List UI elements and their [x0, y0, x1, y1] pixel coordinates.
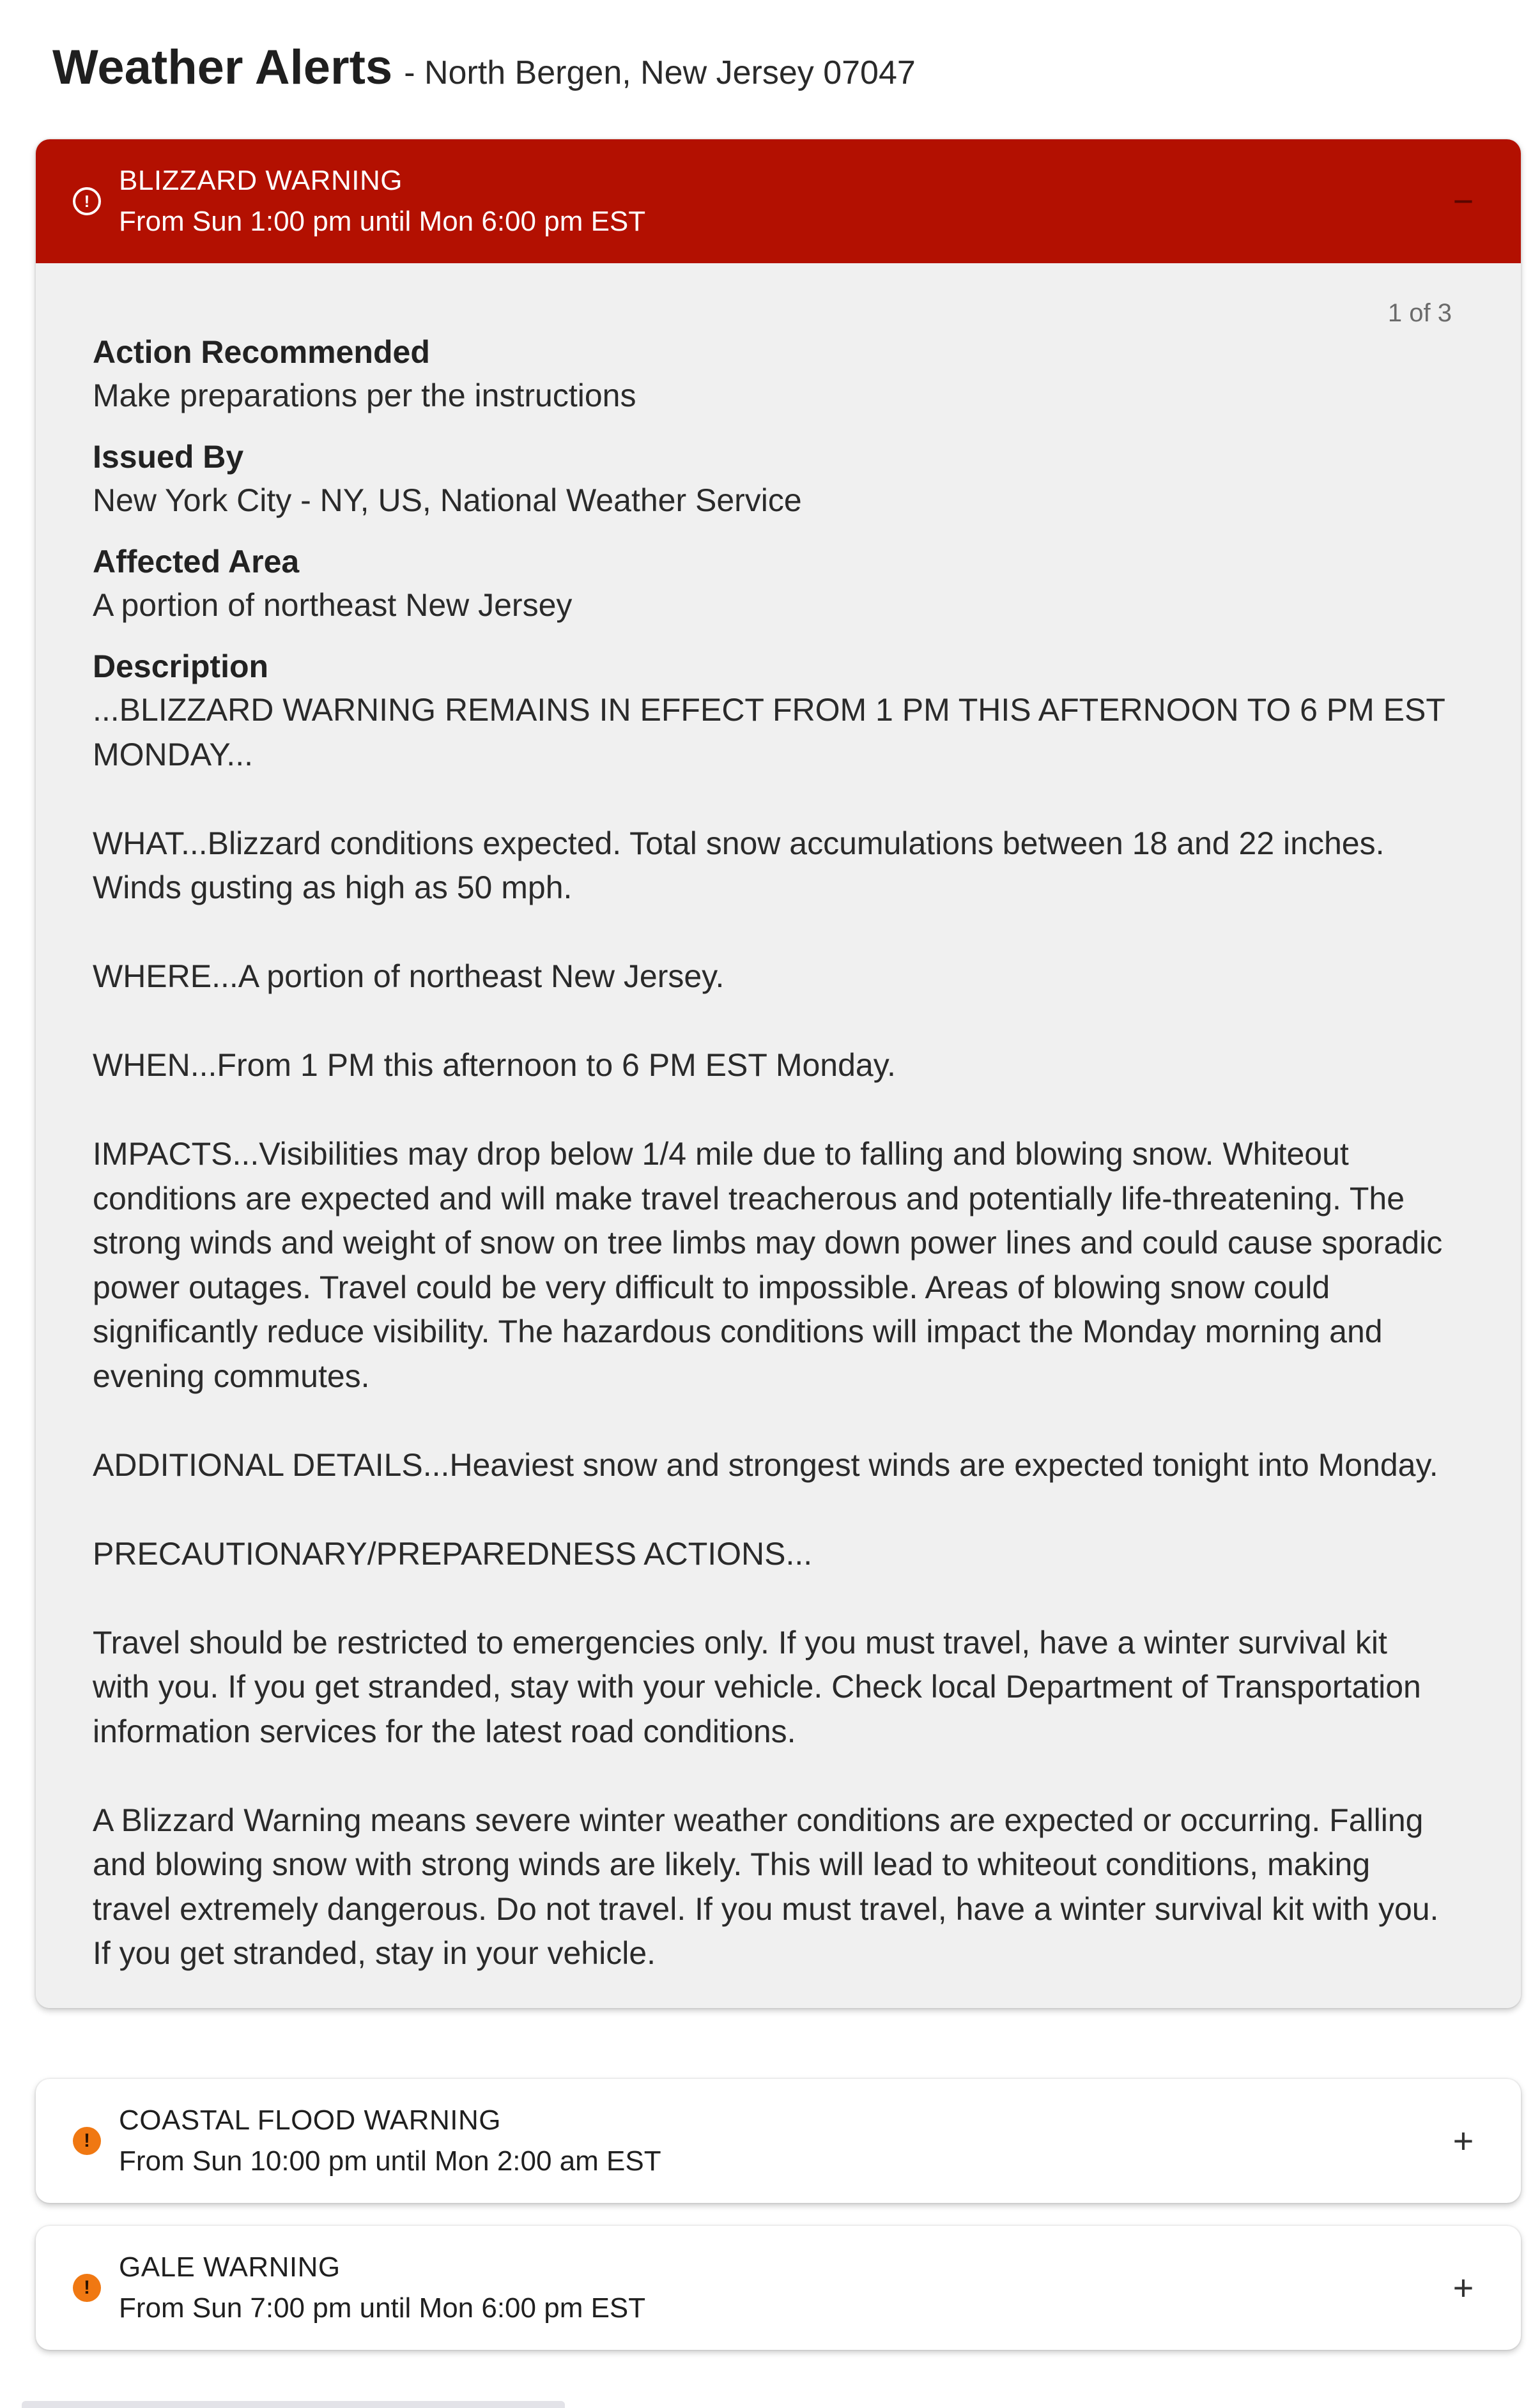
alert-titles [119, 2247, 1444, 2329]
location-subtitle: - North Bergen, New Jersey 07047 [404, 54, 916, 91]
description-paragraph: A Blizzard Warning means severe winter weather conditions are expected or occurring. Falling and blowing snow with strong winds are likely. This will lead to whiteout conditions, making travel extremely dangerous. Do not travel. If you must travel, have a winter survival kit with you. If you get stranded, stay in your vehicle. [93, 1802, 1439, 1971]
field-label: Affected Area [93, 544, 300, 579]
field-action-recommended [93, 330, 1449, 417]
description-paragraph: ...BLIZZARD WARNING REMAINS IN EFFECT FROM 1 PM THIS AFTERNOON TO 6 PM EST MONDAY... [93, 692, 1445, 772]
alert-header-blizzard-warning[interactable] [36, 139, 1521, 263]
field-description [93, 645, 1449, 1976]
field-issued-by [93, 435, 1449, 522]
alert-circle-icon: ! [73, 187, 101, 215]
description-paragraph: PRECAUTIONARY/PREPAREDNESS ACTIONS... [93, 1535, 813, 1572]
field-value: A portion of northeast New Jersey [93, 587, 573, 623]
alert-exclamation-icon: ! [73, 2127, 101, 2155]
description-paragraph: ADDITIONAL DETAILS...Heaviest snow and strongest winds are expected tonight into Monday. [93, 1446, 1438, 1483]
expand-icon[interactable]: + [1452, 2267, 1474, 2308]
collapse-icon[interactable]: − [1452, 181, 1474, 221]
alert-time-range: From Sun 1:00 pm until Mon 6:00 pm EST [119, 206, 646, 237]
description-paragraph: IMPACTS...Visibilities may drop below 1/4 mile due to falling and blowing snow. Whiteout conditions are expected and will make travel treacherous and potentially life-threatening. The strong winds and weight of snow on tree limbs may down power lines and could cause sporadic power outages. Travel could be very difficult to impossible. Areas of blowing snow could significantly reduce visibility. The hazardous conditions will impact the Monday morning and evening commutes. [93, 1136, 1443, 1394]
alert-titles [119, 160, 1444, 242]
page-header [52, 40, 916, 95]
description-paragraph: WHERE...A portion of northeast New Jersey. [93, 958, 725, 994]
page-title: Weather Alerts [52, 40, 393, 95]
alert-header-coastal-flood-warning[interactable] [36, 2079, 1521, 2203]
description-paragraph: Travel should be restricted to emergencies only. If you must travel, have a winter survival kit with you. If you get stranded, stay with your vehicle. Check local Department of Transportation information services for the latest road conditions. [93, 1624, 1421, 1749]
alert-card-blizzard-warning [36, 139, 1521, 2008]
field-value: Make preparations per the instructions [93, 378, 636, 413]
alert-header-gale-warning[interactable] [36, 2226, 1521, 2350]
alert-card-gale-warning[interactable] [36, 2226, 1521, 2350]
alert-exclamation-icon: ! [73, 2274, 101, 2302]
description-paragraph: WHAT...Blizzard conditions expected. Total snow accumulations between 18 and 22 inches. Winds gusting as high as 50 mph. [93, 825, 1385, 905]
alert-card-coastal-flood-warning[interactable] [36, 2079, 1521, 2203]
alert-pager: 1 of 3 [1387, 299, 1452, 327]
field-affected-area [93, 540, 1449, 627]
alert-details [36, 263, 1521, 2008]
alert-title: COASTAL FLOOD WARNING [119, 2105, 502, 2136]
alert-time-range: From Sun 10:00 pm until Mon 2:00 am EST [119, 2145, 661, 2177]
field-label: Description [93, 648, 269, 684]
alert-titles [119, 2100, 1444, 2182]
description-paragraph: WHEN...From 1 PM this afternoon to 6 PM EST Monday. [93, 1047, 896, 1083]
alert-title: GALE WARNING [119, 2251, 341, 2283]
field-value: New York City - NY, US, National Weather Service [93, 482, 802, 518]
alert-title: BLIZZARD WARNING [119, 165, 403, 196]
bottom-bar [22, 2401, 565, 2408]
field-label: Issued By [93, 439, 244, 475]
expand-icon[interactable]: + [1452, 2120, 1474, 2161]
field-label: Action Recommended [93, 334, 430, 370]
description-text [93, 688, 1449, 1976]
alert-time-range: From Sun 7:00 pm until Mon 6:00 pm EST [119, 2292, 646, 2324]
